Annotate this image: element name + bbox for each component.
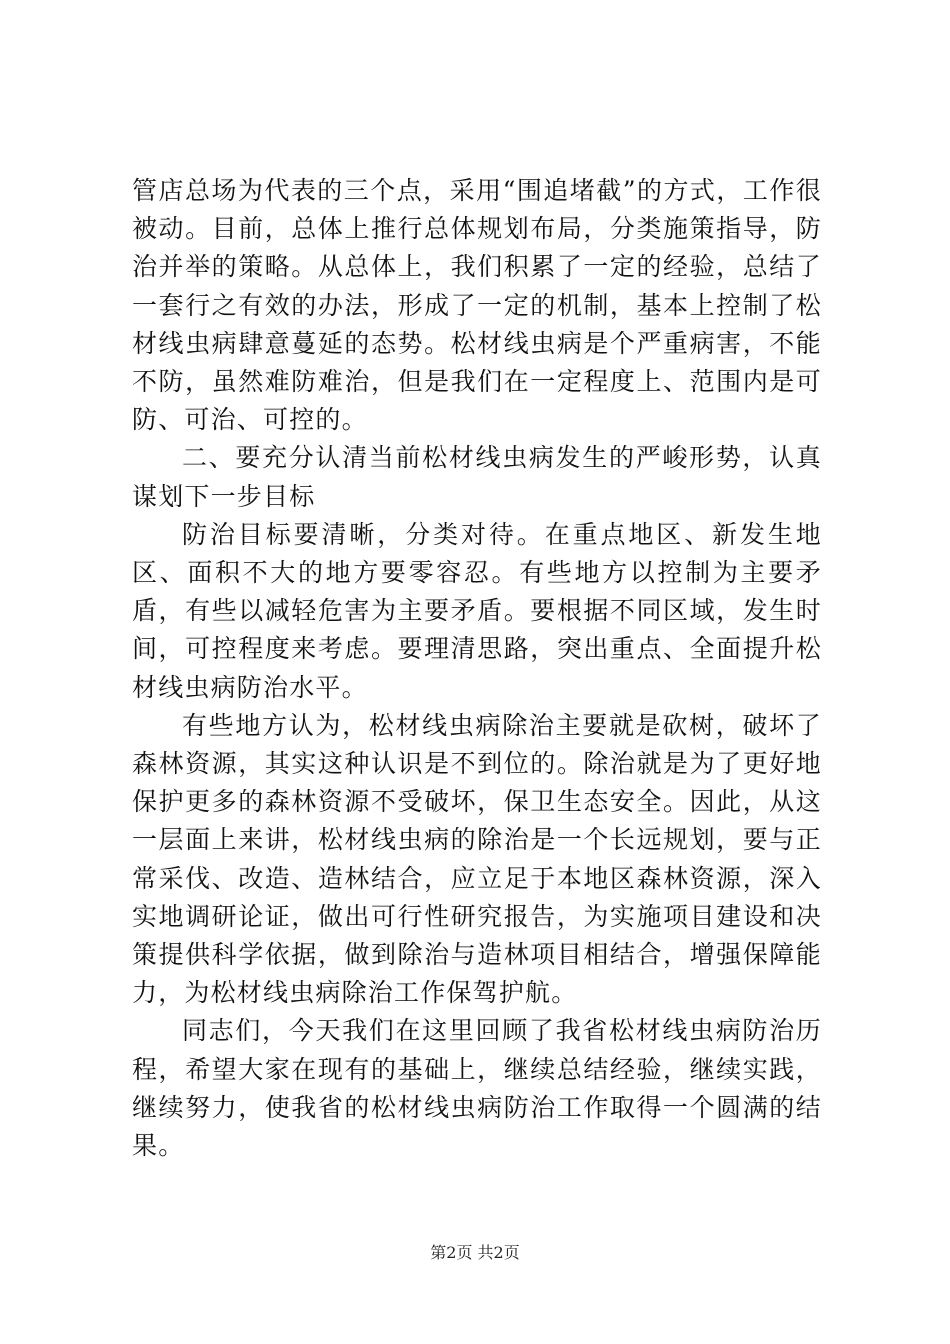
document-body	[132, 172, 822, 1165]
paragraph: 有些地方认为，松材线虫病除治主要就是砍树，破坏了森林资源，其实这种认识是不到位的。除治就是为了更好地保护更多的森林资源不受破坏，保卫生态安全。因此，从这一层面上来讲，松材线虫病的除治是一个长远规划，要与正常采伐、改造、造林结合，应立足于本地区森林资源，深入实地调研论证，做出可行性研究报告，为实施项目建设和决策提供科学依据，做到除治与造林项目相结合，增强保障能力，为松材线虫病除治工作保驾护航。	[132, 710, 822, 1008]
section-heading: 二、要充分认清当前松材线虫病发生的严峻形势，认真谋划下一步目标	[132, 443, 822, 511]
paragraph-closing: 同志们，今天我们在这里回顾了我省松材线虫病防治历程，希望大家在现有的基础上，继续总结经验，继续实践，继续努力，使我省的松材线虫病防治工作取得一个圆满的结果。	[132, 1016, 822, 1161]
page-number: 第2页 共2页	[430, 1243, 520, 1262]
page-footer	[0, 1243, 950, 1263]
paragraph: 防治目标要清晰，分类对待。在重点地区、新发生地区、面积不大的地方要零容忍。有些地方以控制为主要矛盾，有些以减轻危害为主要矛盾。要根据不同区域，发生时间，可控程度来考虑。要理清思路，突出重点、全面提升松材线虫病防治水平。	[132, 519, 822, 702]
paragraph-continuation: 管店总场为代表的三个点，采用“围追堵截”的方式，工作很被动。目前，总体上推行总体规划布局，分类施策指导，防治并举的策略。从总体上，我们积累了一定的经验，总结了一套行之有效的办法，形成了一定的机制，基本上控制了松材线虫病肆意蔓延的态势。松材线虫病是个严重病害，不能不防，虽然难防难治，但是我们在一定程度上、范围内是可防、可治、可控的。	[132, 176, 822, 435]
